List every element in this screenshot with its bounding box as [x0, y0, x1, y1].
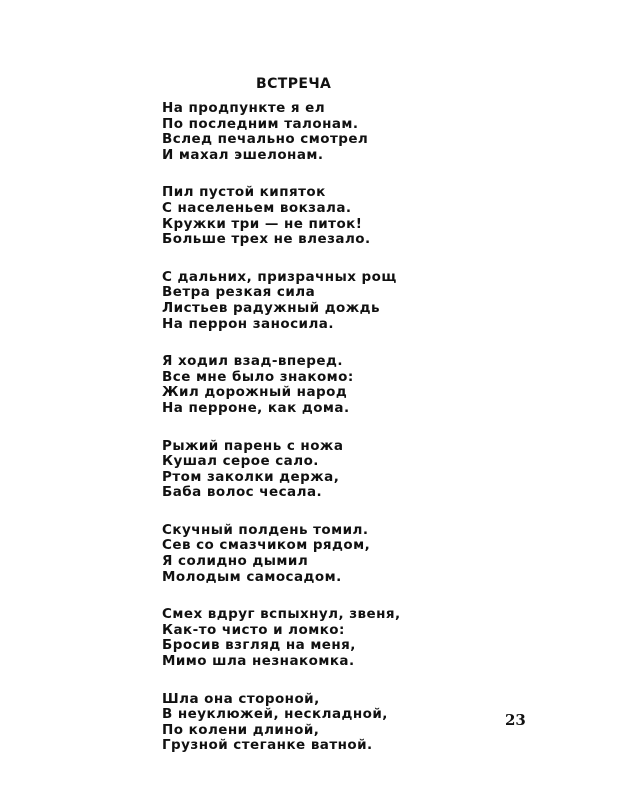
- stanza-4: [162, 354, 422, 416]
- poem-line: Шла она стороной,: [162, 690, 320, 707]
- stanza-6: [162, 523, 422, 585]
- poem-line: В неуклюжей, нескладной,: [162, 706, 388, 723]
- poem-line: Грузной стеганке ватной.: [162, 737, 373, 754]
- stanza-7: [162, 607, 422, 669]
- poem-line: Больше трех не влезало.: [162, 231, 371, 248]
- stanza-2: [162, 185, 422, 247]
- poem-line: И махал эшелонам.: [162, 146, 324, 163]
- poem-line: С населеньем вокзала.: [162, 199, 352, 216]
- poem-line: На продпункте я ел: [162, 100, 326, 116]
- stanza-5: [162, 439, 422, 501]
- poem-line: Ртом заколки держа,: [162, 468, 340, 485]
- poem-line: На перрон заносила.: [162, 315, 334, 332]
- poem-line: Баба волос чесала.: [162, 484, 323, 501]
- poem-title: ВСТРЕЧА: [256, 76, 332, 93]
- poem-line: Пил пустой кипяток: [162, 184, 326, 201]
- poem-line: Молодым самосадом.: [162, 568, 342, 585]
- poem-line: Жил дорожный народ: [162, 384, 348, 401]
- poem-line: Скучный полдень томил.: [162, 521, 369, 538]
- poem-line: Рыжий парень с ножа: [162, 437, 344, 454]
- poem-line: С дальних, призрачных рощ: [162, 268, 397, 285]
- page-number: 23: [505, 711, 526, 729]
- poem-line: Я ходил взад-вперед.: [162, 353, 343, 370]
- poem-body: [162, 101, 422, 754]
- poem-line: Листьев радужный дождь: [162, 299, 380, 316]
- poem-line: Смех вдруг вспыхнул, звеня,: [162, 606, 401, 623]
- poem-line: Вслед печально смотрел: [162, 131, 369, 148]
- poem-line: Кружки три — не питок!: [162, 215, 363, 232]
- stanza-1: [162, 101, 422, 163]
- poem-line: Бросив взгляд на меня,: [162, 637, 356, 654]
- poem-line: Мимо шла незнакомка.: [162, 653, 355, 670]
- poem-line: Как-то чисто и ломко:: [162, 621, 345, 638]
- poem-line: Я солидно дымил: [162, 553, 309, 570]
- poem-line: По последним талонам.: [162, 115, 359, 132]
- poem-line: Все мне было знакомо:: [162, 368, 354, 385]
- stanza-8: [162, 692, 422, 754]
- stanza-3: [162, 270, 422, 332]
- poem-line: Кушал серое сало.: [162, 453, 319, 470]
- poem-line: По колени длиной,: [162, 721, 320, 738]
- poem-line: Сев со смазчиком рядом,: [162, 537, 371, 554]
- poem-line: Ветра резкая сила: [162, 284, 316, 301]
- poem-line: На перроне, как дома.: [162, 399, 350, 416]
